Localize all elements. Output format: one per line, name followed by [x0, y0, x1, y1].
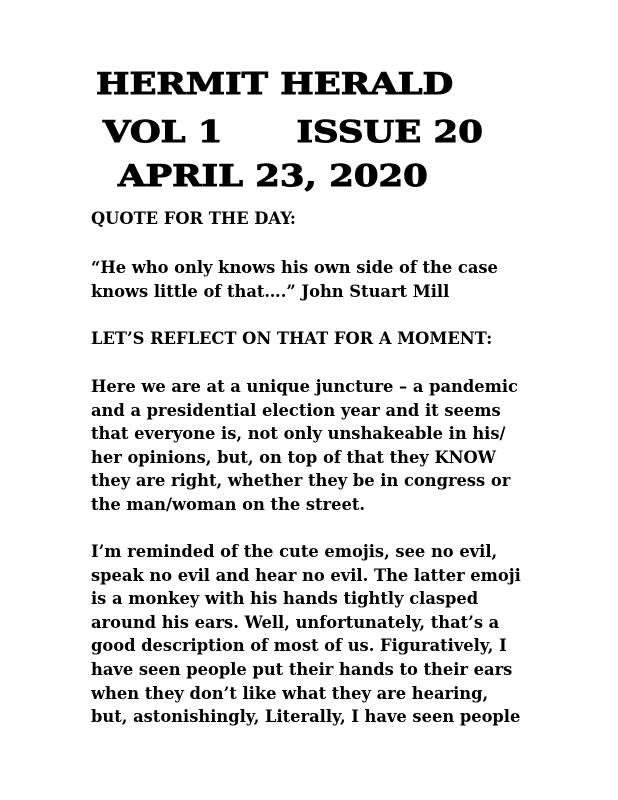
quote-heading: QUOTE FOR THE DAY:	[91, 209, 296, 228]
paragraph-line: but, astonishingly, Literally, I have seen people	[91, 707, 521, 727]
paragraph-line: the man/woman on the street.	[91, 494, 366, 514]
quote-block	[91, 256, 551, 303]
paragraph-line: have seen people put their hands to their ears	[91, 659, 513, 679]
paragraph-line: good description of most of us. Figuratively, I	[91, 636, 507, 656]
paragraph-line: her opinions, but, on top of that they KNOW	[91, 447, 496, 467]
paragraph-2	[91, 540, 551, 729]
paragraph-1	[91, 375, 551, 517]
newsletter-title: HERMIT HERALD	[96, 67, 454, 102]
reflect-heading: LET’S REFLECT ON THAT FOR A MOMENT:	[91, 329, 493, 348]
paragraph-line: around his ears. Well, unfortunately, that’s a	[91, 612, 500, 632]
paragraph-line: is a monkey with his hands tightly clasped	[91, 589, 479, 609]
paragraph-line: speak no evil and hear no evil. The latter emoji	[91, 565, 521, 585]
paragraph-line: and a presidential election year and it seems	[91, 400, 501, 420]
quote-line: “He who only knows his own side of the case	[91, 258, 498, 277]
paragraph-line: they are right, whether they be in congress or	[91, 471, 511, 491]
quote-line: knows little of that….” John Stuart Mill	[91, 281, 450, 301]
paragraph-line: when they don’t like what they are hearing,	[91, 683, 489, 703]
paragraph-line: Here we are at a unique juncture – a pandemic	[91, 377, 518, 396]
paragraph-line: that everyone is, not only unshakeable in his/	[91, 424, 506, 444]
issue-date: APRIL 23, 2020	[118, 159, 428, 194]
paragraph-line: I’m reminded of the cute emojis, see no evil,	[91, 542, 498, 561]
volume-issue-line: VOL 1 ISSUE 20	[103, 115, 483, 150]
